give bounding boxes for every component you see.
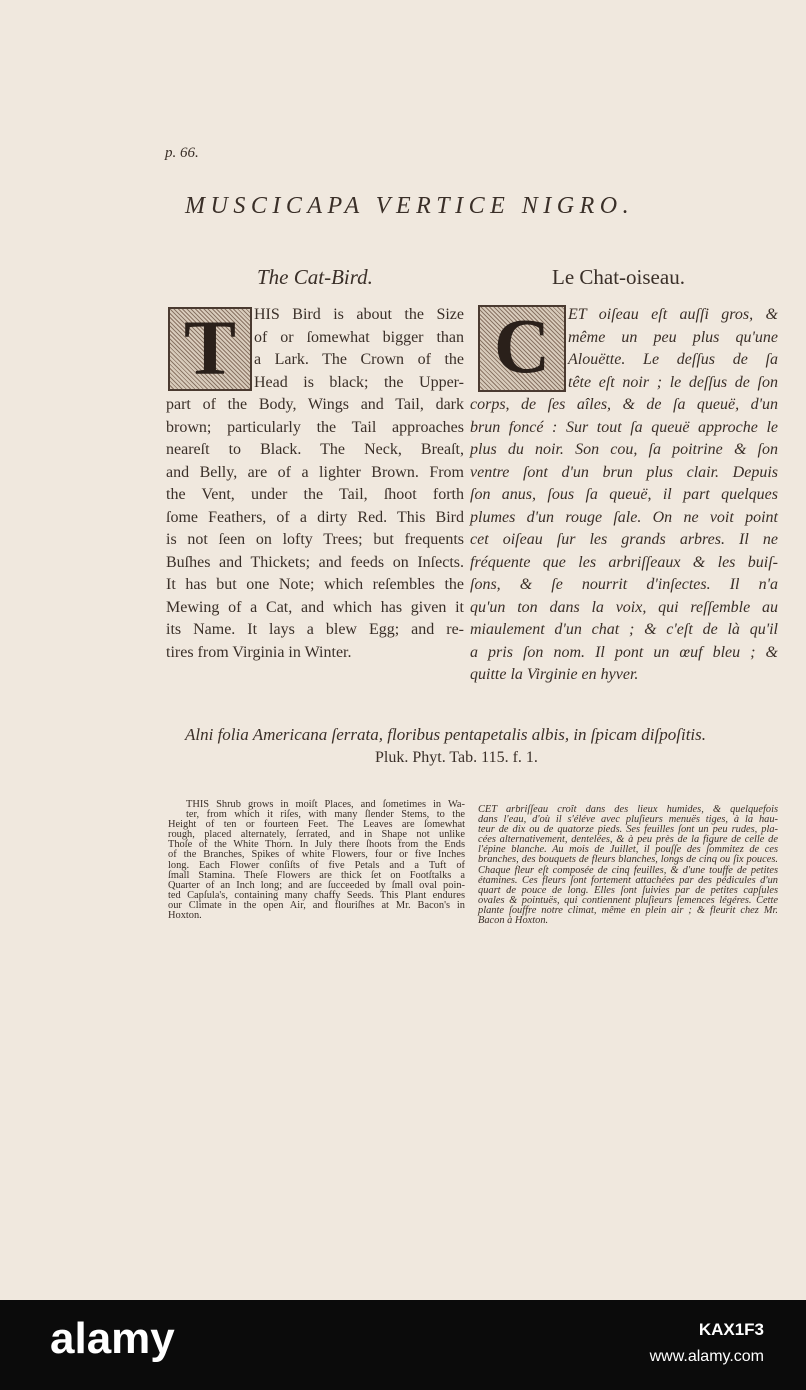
french-text [470, 304, 778, 687]
text-line: neareſt to Black. The Neck, Breaſt, [166, 441, 464, 458]
text-line: quitte la Virginie en hyver. [470, 666, 639, 683]
text-line: brun foncé : Sur tout ſa queuë approche le [470, 418, 778, 436]
plant-english-text [168, 800, 465, 921]
text-line: cées alternativement, dentelées, & à peu près de la figure de celle de [478, 834, 778, 846]
text-line: HIS Bird is about the Size [254, 306, 464, 323]
text-line: the Vent, under the Tail, ſhoot forth [166, 486, 464, 503]
text-line: plumes d'un rouge ſale. On ne voit point [470, 508, 778, 526]
text-line: ſome Feathers, of a dirty Red. This Bird [166, 508, 464, 526]
text-line: ſmall Stamina. Theſe Flowers are thick ſet on Footſtalks a [168, 869, 465, 881]
text-line: CET arbriſſeau croît dans des lieux humides, & quelquefois [478, 804, 778, 815]
text-line: ventre ſont d'un brun plus clair. Depuis [470, 463, 778, 481]
text-line: fréquente que les arbriſſeaux & les buiſ- [470, 553, 778, 571]
text-line: its Name. It lays a blew Egg; and re- [166, 621, 464, 638]
english-heading: The Cat-Bird. [257, 265, 373, 289]
image-id: KAX1F3 [698, 1320, 764, 1339]
text-line: Buſhes and Thickets; and feeds on Inſects. [166, 553, 464, 571]
text-line: quart de pouce de long. Elles ſont ſuivies par de petites capſules [478, 884, 778, 896]
text-line: Quarter of an Inch long; and are ſucceeded by ſmall oval poin- [168, 879, 465, 891]
text-line: l'épine blanche. Au mois de Juillet, il pouſſe des ſommitez de ces [478, 844, 778, 856]
text-line: même un peu plus qu'une [568, 328, 778, 346]
text-line: Head is black; the Upper- [254, 373, 464, 391]
plant-french-text [478, 805, 778, 926]
text-line: long. Each Flower conſiſts of five Petals and a Tuft of [168, 859, 465, 871]
text-line: of the Branches, Spikes of white Flowers, four or five Inches [168, 849, 465, 861]
page-title: MUSCICAPA VERTICE NIGRO. [185, 193, 635, 219]
text-line: corps, de ſes aîles, & de ſa queuë, d'un [470, 396, 778, 413]
text-line: our Climate in the open Air, and flouriſhes at Mr. Bacon's in [168, 899, 465, 911]
page-number: p. 66. [165, 145, 199, 161]
text-line: rough, placed alternately, ſerrated, and in Shape not unlike [168, 829, 465, 841]
text-line: étamines. Ces fleurs ſont fortement attachées par des pédicules d'un [478, 874, 778, 886]
text-line: teur de dix ou de quatorze pieds. Ses feuilles ſont un peu rudes, pla- [478, 824, 778, 836]
text-line: tête eſt noir ; le deſſus de ſon [568, 373, 778, 391]
text-line: It has but one Note; which reſembles the [166, 576, 464, 593]
english-text [166, 304, 464, 664]
plant-title: Alni folia Americana ſerrata, floribus pentapetalis albis, in ſpicam diſpoſitis. [185, 725, 707, 744]
text-line: Bacon à Hoxton. [478, 915, 549, 927]
text-line: ovales & pointuës, qui contiennent pluſieurs ſemences légéres. Cette [478, 894, 778, 906]
text-line: tires from Virginia in Winter. [166, 643, 352, 661]
text-line: Alouëtte. Le deſſus de ſa [568, 351, 778, 368]
text-line: THIS Shrub grows in moiſt Places, and ſometimes in Wa- [186, 799, 465, 810]
drop-cap-t: T [168, 307, 252, 391]
text-line: ſon anus, ſous ſa queuë, il part quelques [470, 486, 778, 503]
text-line: Thoſe of the White Thorn. In July there ſhoots from the Ends [168, 839, 465, 851]
plant-reference: Pluk. Phyt. Tab. 115. f. 1. [375, 749, 538, 766]
text-line: and Belly, are of a lighter Brown. From [166, 463, 464, 481]
text-line: a Lark. The Crown of the [254, 351, 464, 368]
text-line: brown; particularly the Tail approaches [166, 418, 464, 436]
text-line: Hoxton. [168, 910, 202, 922]
alamy-url: www.alamy.com [649, 1348, 764, 1365]
alamy-logo: alamy [50, 1314, 175, 1363]
text-line: Mewing of a Cat, and which has given it [166, 598, 464, 616]
text-line: a pris ſon nom. Il pont un œuf bleu ; & [470, 643, 778, 661]
drop-cap-c: C [478, 305, 566, 392]
text-line: is not ſeen on lofty Trees; but frequents [166, 531, 464, 548]
text-line: ter, from which it riſes, with many ſlender Stems, to the [186, 809, 465, 821]
text-line: dans l'eau, d'où il s'éléve avec pluſieurs menuës tiges, à la hau- [478, 814, 778, 826]
text-line: branches, des bouquets de fleurs blanches, longs de cinq ou ſix pouces. [478, 854, 778, 866]
text-line: ſons, & ſe nourrit d'inſectes. Il n'a [470, 576, 778, 593]
text-line: of or ſomewhat bigger than [254, 328, 464, 346]
text-line: plus du noir. Son cou, ſa poitrine & ſon [470, 441, 778, 458]
watermark-bar [0, 1300, 806, 1390]
french-heading: Le Chat-oiseau. [552, 265, 685, 289]
text-line: part of the Body, Wings and Tail, dark [166, 396, 464, 413]
text-line: plante ſouffre notre climat, même en plein air ; & fleurit chez Mr. [478, 904, 778, 916]
text-line: Chaque fleur eſt composée de cinq feuilles, & d'une touffe de petites [478, 864, 778, 876]
text-line: Height of ten or fourteen Feet. The Leaves are ſomewhat [168, 819, 465, 831]
text-line: qu'un ton dans la voix, qui reſſemble au [470, 598, 778, 616]
text-line: miaulement d'un chat ; & c'eſt de là qu'il [470, 621, 778, 638]
text-line: cet oiſeau ſur les grands arbres. Il ne [470, 531, 778, 548]
text-line: ted Capſula's, containing many chaffy Seeds. This Plant endures [168, 889, 465, 901]
text-line: ET oiſeau eſt auſſi gros, & [568, 306, 778, 323]
